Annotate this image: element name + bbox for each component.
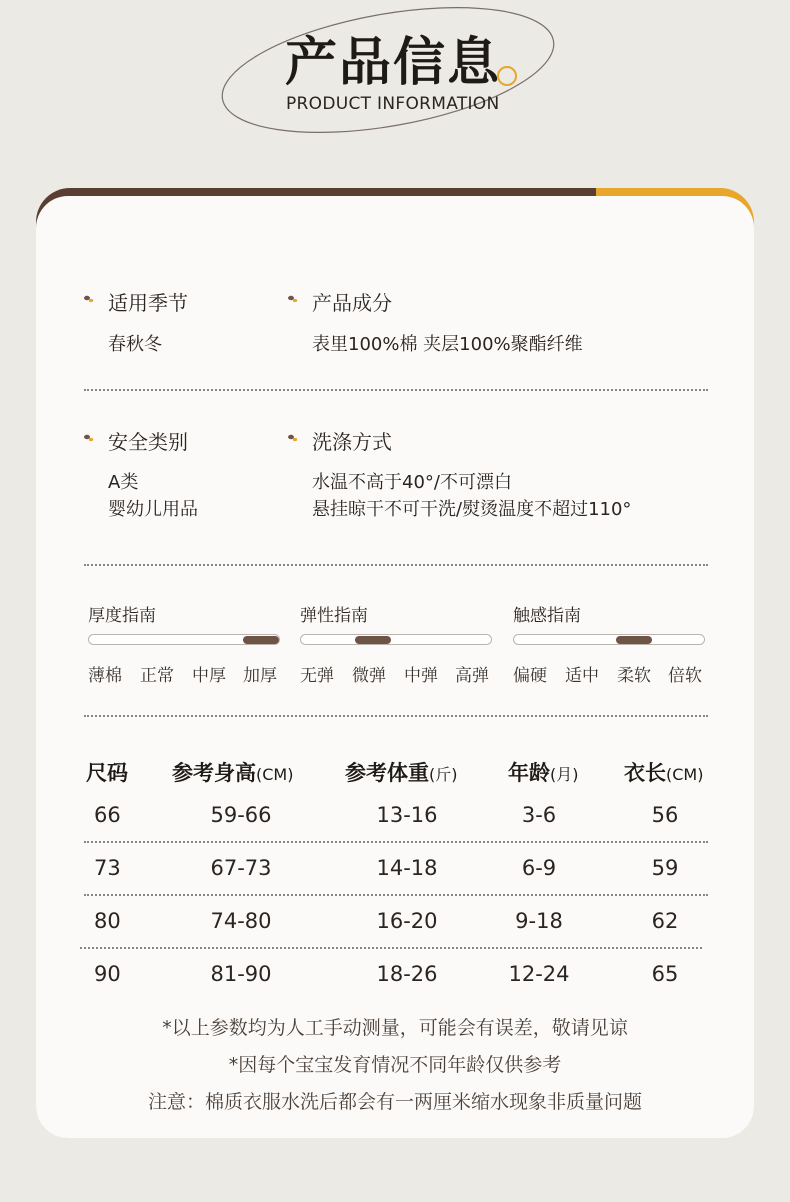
table-header xyxy=(172,757,293,787)
leaf-bullet-icon xyxy=(286,294,300,304)
guide-title: 厚度指南 xyxy=(88,606,156,626)
washing-label: 洗涤方式 xyxy=(312,430,392,454)
washing-value-1: 水温不高于40°/不可漂白 xyxy=(312,472,512,493)
guide-option: 正常 xyxy=(140,666,174,686)
season-value: 春秋冬 xyxy=(108,334,162,355)
leaf-bullet-icon xyxy=(286,433,300,443)
table-header-label: 年龄 xyxy=(508,761,550,785)
table-cell: 62 xyxy=(651,909,679,933)
note-shrinkage: 注意：棉质衣服水洗后都会有一两厘米缩水现象非质量问题 xyxy=(147,1091,642,1113)
guide-title: 触感指南 xyxy=(513,606,581,626)
guide-slider-knob xyxy=(616,636,652,644)
washing-value-2: 悬挂晾干不可干洗/熨烫温度不超过110° xyxy=(312,499,632,520)
leaf-bullet-icon xyxy=(82,294,96,304)
guide-slider-track xyxy=(513,634,705,645)
guide-option: 中弹 xyxy=(404,666,438,686)
table-header xyxy=(508,757,579,787)
material-label: 产品成分 xyxy=(312,291,392,315)
table-cell: 18-26 xyxy=(376,962,438,986)
table-cell: 59-66 xyxy=(210,803,272,827)
table-cell: 90 xyxy=(94,962,121,986)
material-value: 表里100%棉 夹层100%聚酯纤维 xyxy=(312,334,583,355)
guide-option: 高弹 xyxy=(455,666,489,686)
title-dot-decoration xyxy=(497,66,517,86)
note-age: *因每个宝宝发育情况不同年龄仅供参考 xyxy=(228,1054,562,1076)
table-header-label: 衣长 xyxy=(624,761,666,785)
table-header-label: 尺码 xyxy=(86,761,128,785)
safety-label: 安全类别 xyxy=(108,430,188,454)
page-header xyxy=(0,0,790,180)
guide-slider-knob xyxy=(243,636,279,644)
table-header-label: 参考身高 xyxy=(172,761,256,785)
divider xyxy=(84,564,708,566)
table-header-unit: (CM) xyxy=(256,765,294,784)
table-cell: 59 xyxy=(651,856,679,880)
safety-value-1: A类 xyxy=(108,472,139,493)
table-cell: 56 xyxy=(651,803,679,827)
table-row-divider xyxy=(80,947,702,949)
guide-option: 偏硬 xyxy=(513,666,547,686)
table-cell: 9-18 xyxy=(515,909,563,933)
safety-value-2: 婴幼儿用品 xyxy=(108,499,198,520)
table-header-label: 参考体重 xyxy=(345,761,429,785)
guide-slider-track xyxy=(300,634,492,645)
guide-option: 微弹 xyxy=(352,666,386,686)
table-header-unit: (月) xyxy=(550,765,579,784)
table-cell: 74-80 xyxy=(210,909,272,933)
table-header-unit: (CM) xyxy=(666,765,704,784)
table-header xyxy=(624,757,703,787)
guide-slider-track xyxy=(88,634,280,645)
table-cell: 81-90 xyxy=(210,962,272,986)
guide-slider-knob xyxy=(355,636,391,644)
table-row-divider xyxy=(84,841,708,843)
table-header xyxy=(345,757,458,787)
guide-option: 柔软 xyxy=(617,666,651,686)
guide-title: 弹性指南 xyxy=(300,606,368,626)
divider xyxy=(84,715,708,717)
table-row-divider xyxy=(84,894,708,896)
season-label: 适用季节 xyxy=(108,291,188,315)
table-cell: 66 xyxy=(94,803,121,827)
page-title: 产品信息 xyxy=(285,33,502,93)
table-cell: 14-18 xyxy=(376,856,438,880)
table-cell: 67-73 xyxy=(210,856,272,880)
table-cell: 6-9 xyxy=(521,856,557,880)
guide-option: 加厚 xyxy=(243,666,277,686)
guide-option: 无弹 xyxy=(300,666,334,686)
table-header-unit: (斤) xyxy=(429,765,458,784)
table-header xyxy=(86,757,128,787)
table-cell: 80 xyxy=(94,909,121,933)
page-subtitle: PRODUCT INFORMATION xyxy=(286,94,500,114)
note-measurement: *以上参数均为人工手动测量，可能会有误差，敬请见谅 xyxy=(162,1017,628,1039)
guide-option: 薄棉 xyxy=(88,666,122,686)
table-cell: 3-6 xyxy=(521,803,557,827)
leaf-bullet-icon xyxy=(82,433,96,443)
guide-option: 倍软 xyxy=(668,666,702,686)
table-cell: 16-20 xyxy=(376,909,438,933)
table-cell: 13-16 xyxy=(376,803,438,827)
divider xyxy=(84,389,708,391)
table-cell: 65 xyxy=(651,962,679,986)
table-cell: 73 xyxy=(94,856,121,880)
guide-option: 适中 xyxy=(565,666,599,686)
guide-option: 中厚 xyxy=(192,666,226,686)
table-cell: 12-24 xyxy=(508,962,570,986)
